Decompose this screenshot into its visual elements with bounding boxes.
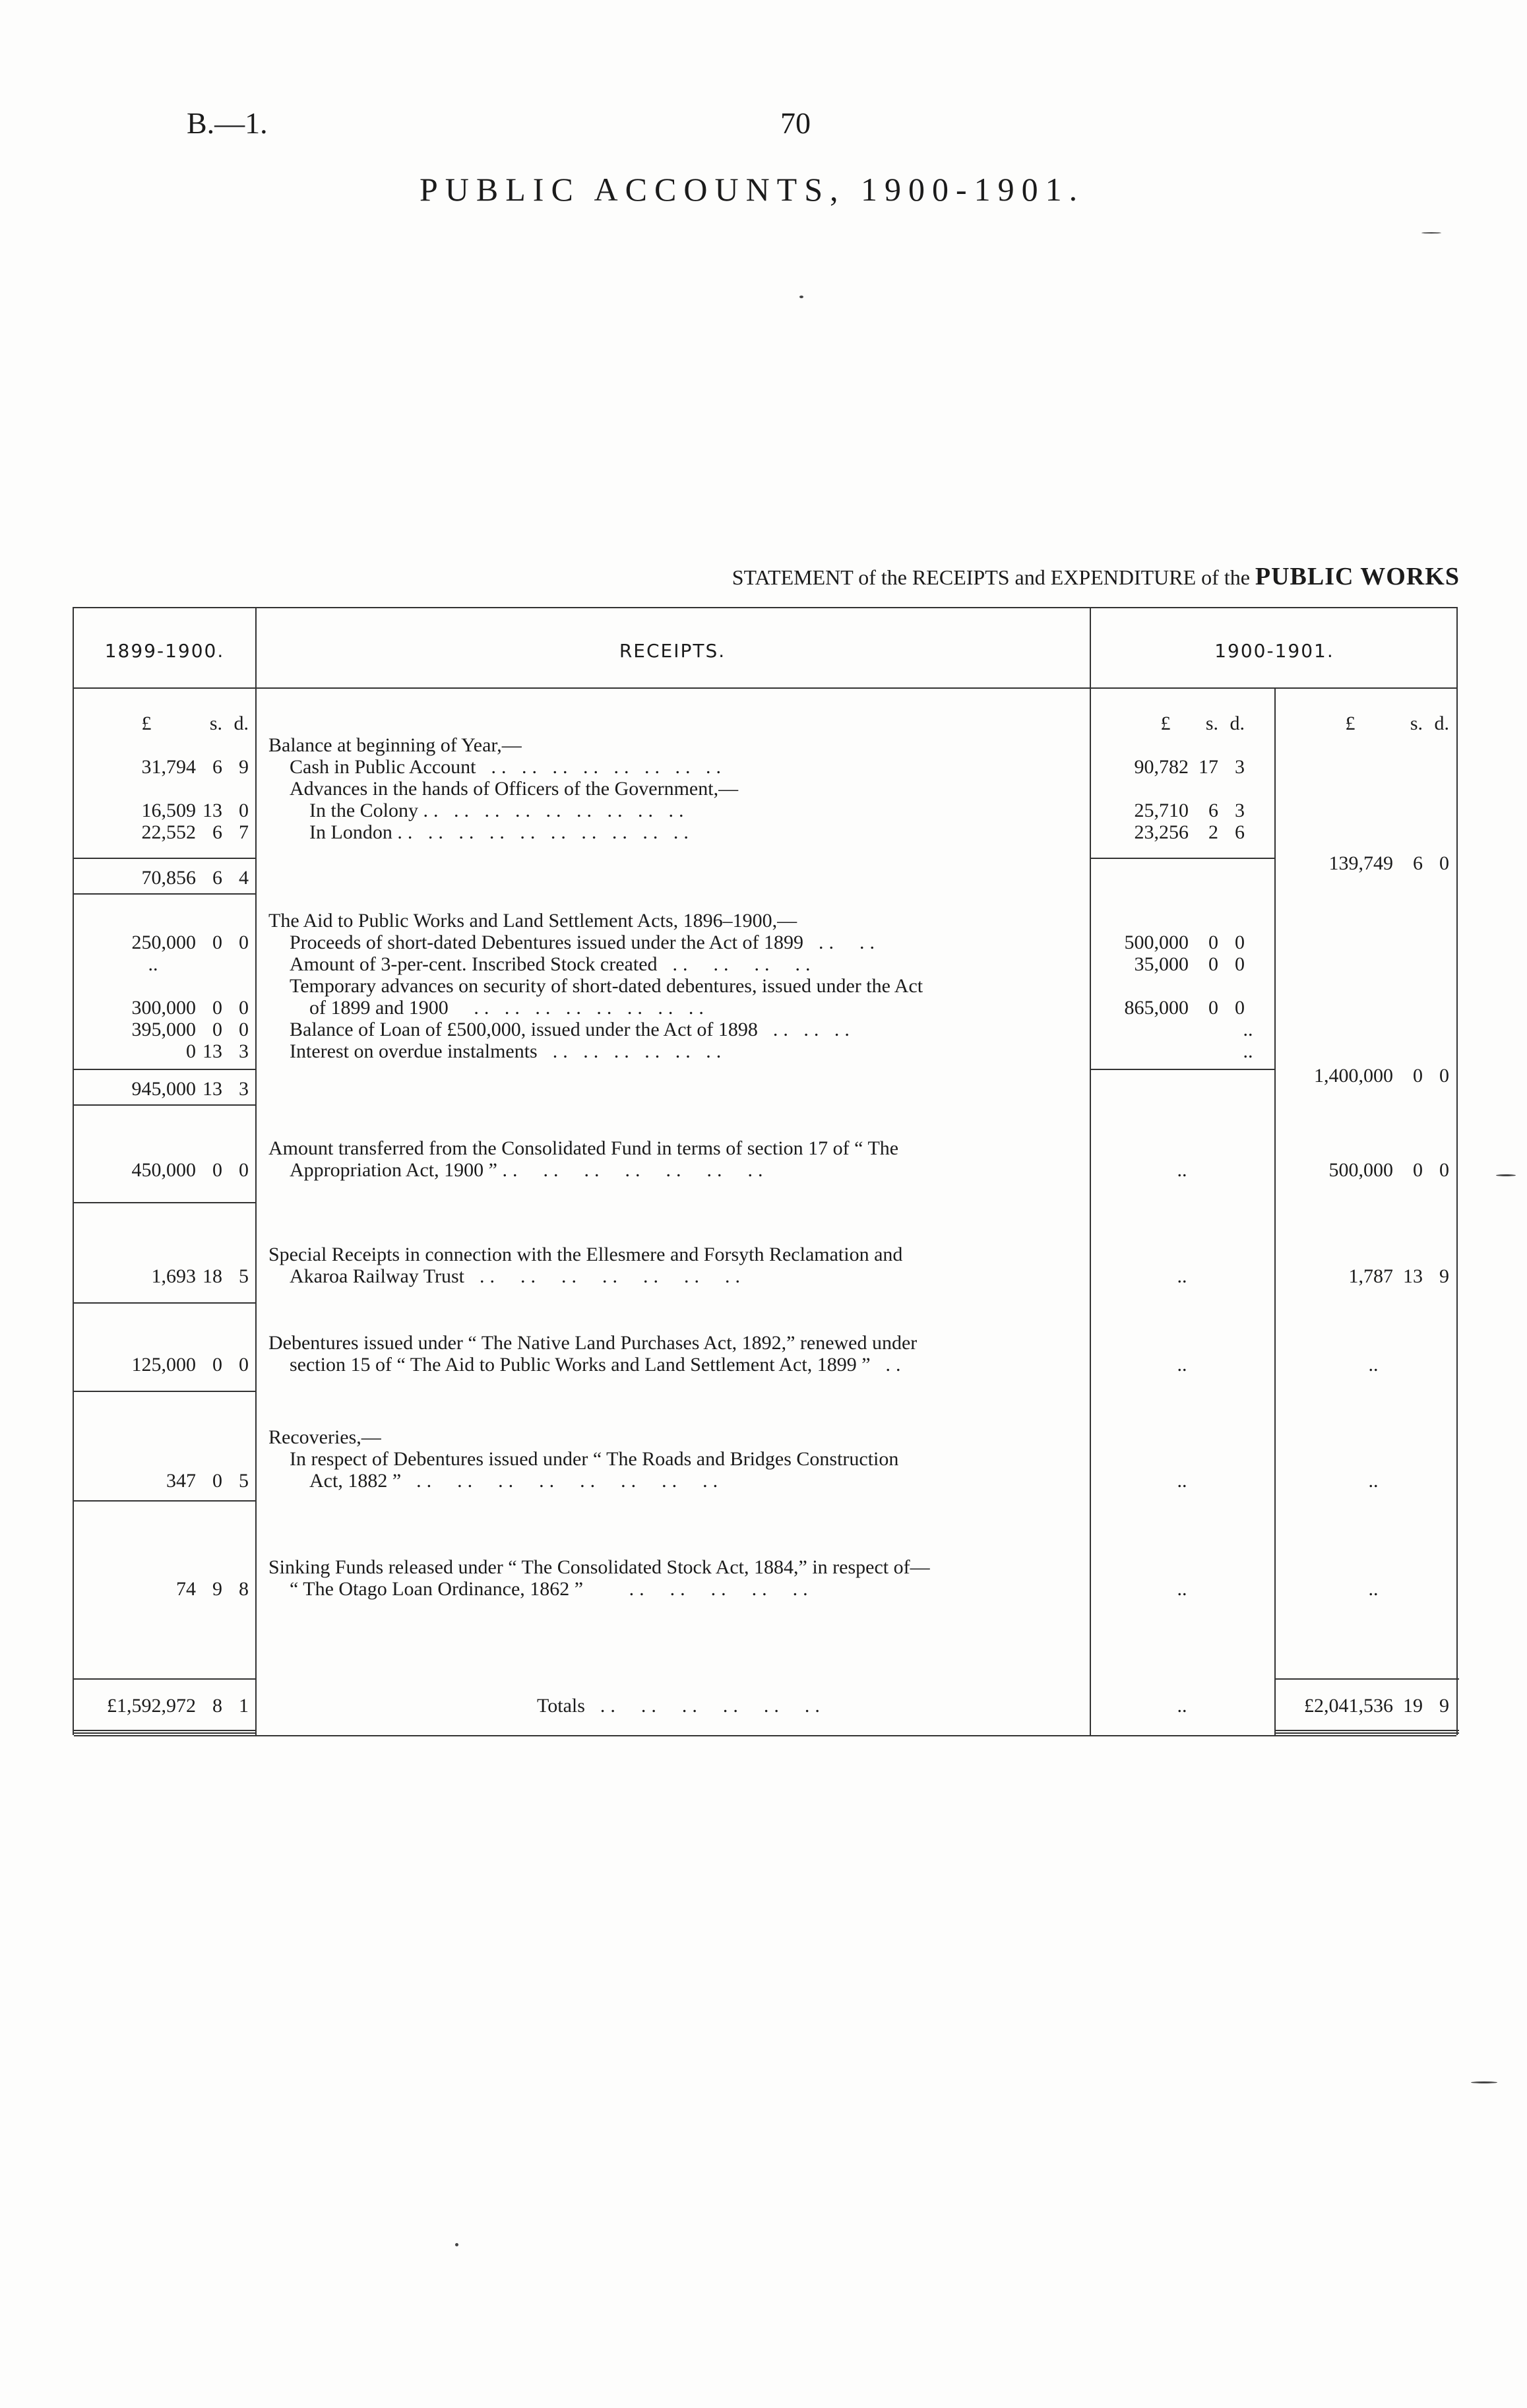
amount-pounds: 945,000 bbox=[131, 1078, 196, 1100]
row-label: Appropriation Act, 1900 ” .. .. .. .. .. .. .. bbox=[290, 1159, 768, 1181]
table-row bbox=[74, 800, 1456, 821]
row-label: section 15 of “ The Aid to Public Works and Land Settlement Act, 1899 ” .. bbox=[290, 1354, 906, 1376]
amount-pence: 0 bbox=[1439, 852, 1449, 874]
scan-speck bbox=[1421, 232, 1441, 234]
pence-heading: d. bbox=[234, 713, 249, 734]
amount-pounds: 16,509 bbox=[141, 800, 196, 821]
table-row bbox=[74, 1265, 1456, 1287]
amount-shillings: 0 bbox=[1413, 1159, 1423, 1181]
amount-pence: 0 bbox=[1439, 1159, 1449, 1181]
amount-shillings: 13 bbox=[203, 800, 222, 821]
page-number: 70 bbox=[780, 106, 811, 140]
amount-shillings: 6 bbox=[1413, 852, 1423, 874]
pound-heading: £ bbox=[1160, 713, 1171, 734]
table-row bbox=[74, 1019, 1456, 1040]
section-rule bbox=[74, 1202, 255, 1203]
table-row bbox=[74, 1040, 1456, 1062]
row-label: Temporary advances on security of short-dated debentures, issued under the Act bbox=[290, 975, 923, 997]
amount-shillings: 0 bbox=[1208, 932, 1218, 953]
totals-rule bbox=[74, 1678, 255, 1680]
row-label: Interest on overdue instalments .. .. .. .. .. .. bbox=[290, 1040, 727, 1062]
amount-shillings: 0 bbox=[212, 1470, 222, 1492]
row-label: “ The Otago Loan Ordinance, 1862 ” .. .. .. .. .. bbox=[290, 1578, 813, 1600]
amount-shillings: 6 bbox=[1208, 800, 1218, 821]
row-label: In London .. .. .. .. .. .. .. .. .. .. bbox=[309, 821, 694, 843]
amount-shillings: 13 bbox=[203, 1040, 222, 1062]
amount-shillings: 13 bbox=[1403, 1265, 1423, 1287]
row-heading: Advances in the hands of Officers of the Government,— bbox=[290, 778, 739, 800]
amount-pence: 8 bbox=[239, 1578, 249, 1600]
table-row bbox=[74, 1354, 1456, 1376]
row-label: Act, 1882 ” .. .. .. .. .. .. .. .. bbox=[309, 1470, 724, 1492]
amount-pence: 5 bbox=[239, 1470, 249, 1492]
amount-shillings: 2 bbox=[1208, 821, 1218, 843]
pence-heading: d. bbox=[1434, 713, 1449, 734]
amount-pounds: 25,710 bbox=[1134, 800, 1189, 821]
amount-shillings: 0 bbox=[212, 1019, 222, 1040]
empty-cell: .. bbox=[1177, 1695, 1187, 1717]
pound-heading: £ bbox=[141, 713, 152, 734]
shilling-heading: s. bbox=[1410, 713, 1423, 734]
amount-pence: 9 bbox=[1439, 1695, 1449, 1717]
amount-pounds: 300,000 bbox=[131, 997, 196, 1019]
empty-cell: .. bbox=[1177, 1265, 1187, 1287]
amount-pence: 9 bbox=[1439, 1265, 1449, 1287]
empty-cell: .. bbox=[1368, 1470, 1379, 1492]
amount-shillings: 19 bbox=[1403, 1695, 1423, 1717]
empty-cell: .. bbox=[148, 953, 158, 975]
totals-double-rule bbox=[74, 1730, 255, 1734]
amount-pence: 1 bbox=[239, 1695, 249, 1717]
amount-pounds: £1,592,972 bbox=[107, 1695, 196, 1717]
amount-pounds: 250,000 bbox=[131, 932, 196, 953]
receipts-table bbox=[73, 607, 1458, 1735]
amount-pence: 0 bbox=[239, 1159, 249, 1181]
amount-shillings: 0 bbox=[212, 1354, 222, 1376]
amount-shillings: 8 bbox=[212, 1695, 222, 1717]
amount-pounds: 450,000 bbox=[131, 1159, 196, 1181]
statement-caption bbox=[732, 562, 1460, 591]
header-rule bbox=[74, 687, 1456, 689]
amount-shillings: 6 bbox=[212, 756, 222, 778]
amount-pence: 0 bbox=[239, 1019, 249, 1040]
pound-heading: £ bbox=[1345, 713, 1356, 734]
row-label: Debentures issued under “ The Native Land Purchases Act, 1892,” renewed under bbox=[268, 1332, 918, 1354]
empty-cell: .. bbox=[1177, 1354, 1187, 1376]
totals-double-rule bbox=[1274, 1730, 1459, 1734]
amount-shillings: 6 bbox=[212, 867, 222, 889]
amount-shillings: 0 bbox=[212, 1159, 222, 1181]
amount-pence: 0 bbox=[1235, 997, 1245, 1019]
scan-speck bbox=[455, 2243, 458, 2246]
amount-pence: 3 bbox=[1235, 756, 1245, 778]
amount-pence: 0 bbox=[1235, 932, 1245, 953]
amount-pence: 3 bbox=[1235, 800, 1245, 821]
row-label: In respect of Debentures issued under “ The Roads and Bridges Construction bbox=[290, 1448, 899, 1470]
row-label: Balance of Loan of £500,000, issued under the Act of 1898 .. .. .. bbox=[290, 1019, 855, 1040]
amount-pence: 4 bbox=[239, 867, 249, 889]
amount-pounds: £2,041,536 bbox=[1304, 1695, 1393, 1717]
empty-cell: .. bbox=[1368, 1578, 1379, 1600]
amount-pounds: 1,693 bbox=[151, 1265, 196, 1287]
amount-pence: 0 bbox=[1235, 953, 1245, 975]
amount-pounds: 500,000 bbox=[1124, 932, 1189, 953]
amount-pence: 0 bbox=[239, 997, 249, 1019]
row-label: Sinking Funds released under “ The Consolidated Stock Act, 1884,” in respect of— bbox=[268, 1556, 930, 1578]
row-label: Akaroa Railway Trust .. .. .. .. .. .. .. bbox=[290, 1265, 745, 1287]
amount-shillings: 17 bbox=[1199, 756, 1218, 778]
row-heading: Recoveries,— bbox=[268, 1426, 381, 1448]
col-receipts: RECEIPTS. bbox=[619, 640, 726, 662]
table-row bbox=[74, 953, 1456, 975]
amount-pounds: 395,000 bbox=[131, 1019, 196, 1040]
amount-pounds: 500,000 bbox=[1328, 1159, 1393, 1181]
amount-pence: 5 bbox=[239, 1265, 249, 1287]
shilling-heading: s. bbox=[209, 713, 222, 734]
empty-cell: .. bbox=[1177, 1159, 1187, 1181]
amount-pence: 0 bbox=[1439, 1065, 1449, 1087]
row-label: Amount of 3-per-cent. Inscribed Stock created .. .. .. .. bbox=[290, 953, 816, 975]
pence-heading: d. bbox=[1230, 713, 1245, 734]
amount-pounds: 35,000 bbox=[1134, 953, 1189, 975]
amount-shillings: 9 bbox=[212, 1578, 222, 1600]
amount-pounds: 74 bbox=[176, 1578, 196, 1600]
table-row bbox=[74, 997, 1456, 1019]
table-row bbox=[74, 821, 1456, 843]
amount-pence: 9 bbox=[239, 756, 249, 778]
caption-prefix: STATEMENT of the RECEIPTS and EXPENDITURE of the bbox=[732, 565, 1250, 589]
section-rule bbox=[74, 1391, 255, 1392]
amount-pounds: 1,787 bbox=[1348, 1265, 1393, 1287]
totals-label: Totals .. .. .. .. .. .. bbox=[537, 1695, 825, 1717]
table-row bbox=[74, 1470, 1456, 1492]
amount-pence: 3 bbox=[239, 1040, 249, 1062]
table-bottom-rule bbox=[74, 1735, 1456, 1736]
amount-pounds: 23,256 bbox=[1134, 821, 1189, 843]
scan-speck bbox=[1471, 2081, 1497, 2083]
caption-emphasis: PUBLIC WORKS bbox=[1255, 563, 1460, 590]
empty-cell: .. bbox=[1243, 1019, 1253, 1040]
amount-shillings: 0 bbox=[1413, 1065, 1423, 1087]
row-label: of 1899 and 1900 .. .. .. .. .. .. .. .. bbox=[309, 997, 709, 1019]
amount-pence: 0 bbox=[239, 932, 249, 953]
amount-pounds: 865,000 bbox=[1124, 997, 1189, 1019]
section-rule bbox=[74, 1104, 255, 1106]
totals-rule bbox=[1274, 1678, 1459, 1680]
amount-shillings: 0 bbox=[1208, 953, 1218, 975]
amount-pounds: 70,856 bbox=[141, 867, 196, 889]
amount-pounds: 1,400,000 bbox=[1314, 1065, 1393, 1087]
amount-pence: 7 bbox=[239, 821, 249, 843]
empty-cell: .. bbox=[1243, 1040, 1253, 1062]
amount-pounds: 139,749 bbox=[1328, 852, 1393, 874]
row-label: Special Receipts in connection with the Ellesmere and Forsyth Reclamation and bbox=[268, 1244, 903, 1265]
page-reference: B.—1. bbox=[187, 106, 268, 140]
table-row bbox=[74, 756, 1456, 778]
section-rule bbox=[74, 1500, 255, 1502]
amount-pounds: 90,782 bbox=[1134, 756, 1189, 778]
scan-speck bbox=[1496, 1174, 1516, 1176]
amount-shillings: 0 bbox=[1208, 997, 1218, 1019]
section-rule bbox=[74, 893, 255, 895]
row-label: In the Colony .. .. .. .. .. .. .. .. .. bbox=[309, 800, 689, 821]
row-label: Proceeds of short-dated Debentures issued under the Act of 1899 .. .. bbox=[290, 932, 880, 953]
empty-cell: .. bbox=[1177, 1470, 1187, 1492]
empty-cell: .. bbox=[1368, 1354, 1379, 1376]
table-row bbox=[74, 1159, 1456, 1181]
amount-shillings: 0 bbox=[212, 997, 222, 1019]
row-label: Amount transferred from the Consolidated Fund in terms of section 17 of “ The bbox=[268, 1137, 899, 1159]
amount-pounds: 31,794 bbox=[141, 756, 196, 778]
amount-pounds: 125,000 bbox=[131, 1354, 196, 1376]
page-title: PUBLIC ACCOUNTS, 1900-1901. bbox=[420, 171, 1085, 208]
row-heading: Balance at beginning of Year,— bbox=[268, 734, 522, 756]
amount-pence: 0 bbox=[239, 800, 249, 821]
section-rule bbox=[74, 1302, 255, 1304]
amount-pounds: 0 bbox=[186, 1040, 196, 1062]
amount-shillings: 18 bbox=[203, 1265, 222, 1287]
col-prev-year: 1899-1900. bbox=[104, 640, 225, 662]
row-label: Cash in Public Account .. .. .. .. .. .. .. .. bbox=[290, 756, 726, 778]
shilling-heading: s. bbox=[1205, 713, 1218, 734]
col-cur-year: 1900-1901. bbox=[1214, 640, 1334, 662]
table-row bbox=[74, 932, 1456, 953]
amount-pence: 0 bbox=[239, 1354, 249, 1376]
row-heading: The Aid to Public Works and Land Settlement Acts, 1896–1900,— bbox=[268, 910, 797, 932]
scan-speck bbox=[799, 296, 803, 298]
amount-pounds: 347 bbox=[166, 1470, 196, 1492]
empty-cell: .. bbox=[1177, 1578, 1187, 1600]
amount-shillings: 6 bbox=[212, 821, 222, 843]
table-row bbox=[74, 1578, 1456, 1600]
amount-pounds: 22,552 bbox=[141, 821, 196, 843]
amount-pence: 6 bbox=[1235, 821, 1245, 843]
amount-pence: 3 bbox=[239, 1078, 249, 1100]
amount-shillings: 13 bbox=[203, 1078, 222, 1100]
amount-shillings: 0 bbox=[212, 932, 222, 953]
